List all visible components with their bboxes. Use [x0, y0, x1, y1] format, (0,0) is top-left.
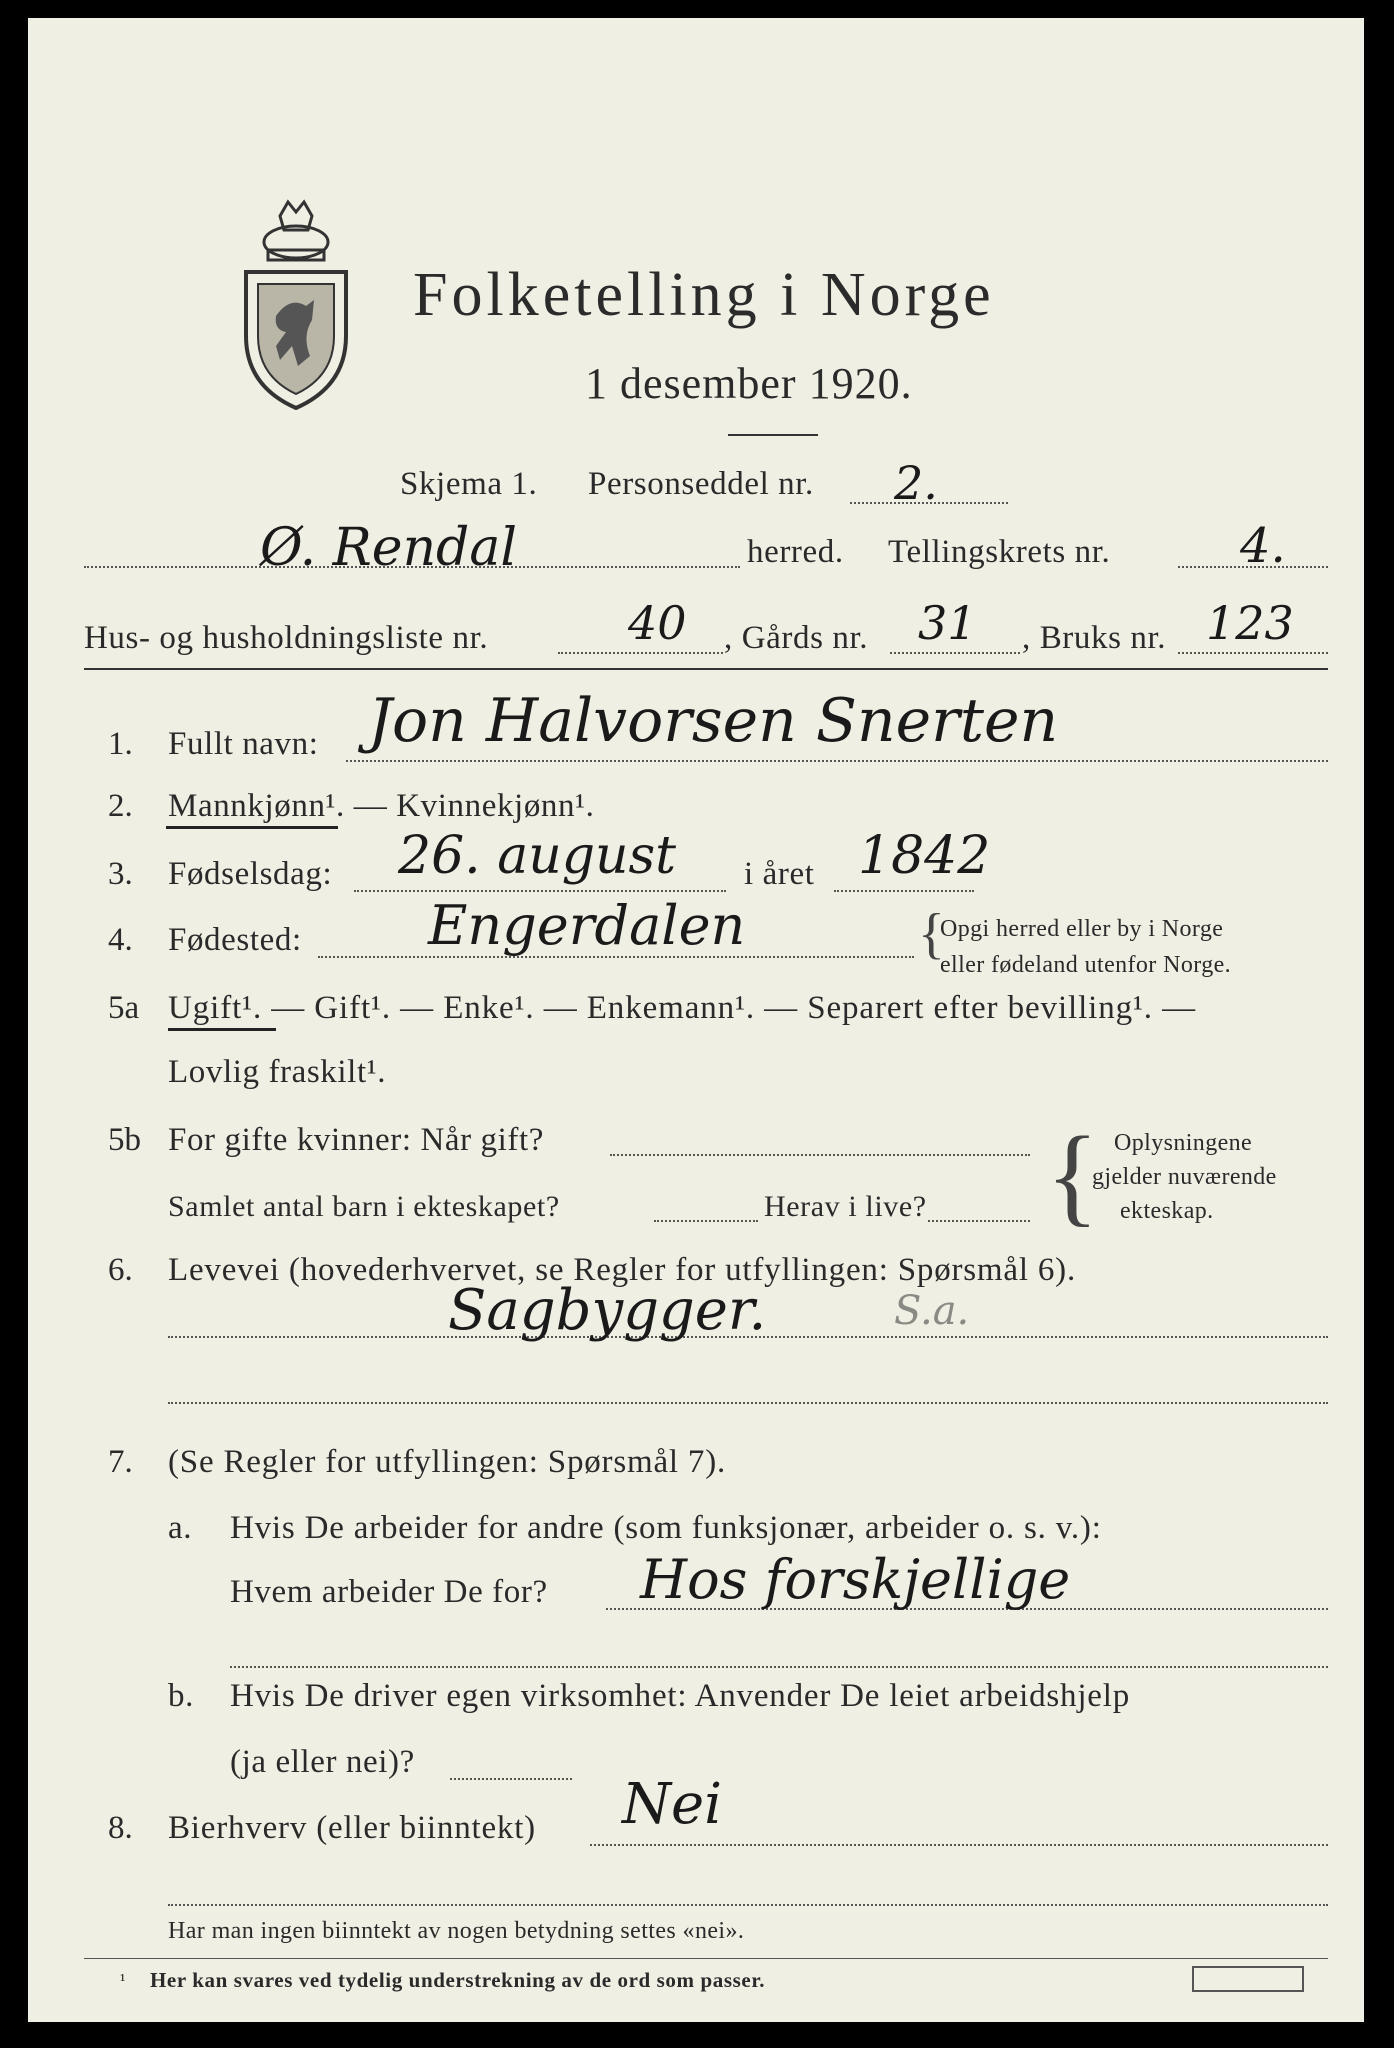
q5a-underline-mark [168, 1028, 276, 1031]
q6-line-2 [168, 1402, 1328, 1404]
q5b-label-3: Herav i live? [764, 1190, 927, 1223]
q3-label: Fødselsdag: [168, 856, 333, 892]
personseddel-label: Personseddel nr. [588, 466, 814, 502]
q3-year: 1842 [858, 826, 991, 886]
section-divider [84, 668, 1328, 670]
q1-answer: Jon Halvorsen Snerten [368, 686, 1059, 756]
personseddel-number: 2. [894, 456, 938, 510]
q1-label: Fullt navn: [168, 726, 319, 762]
q7-label: (Se Regler for utfyllingen: Spørsmål 7). [168, 1444, 727, 1480]
q5b-label-2: Samlet antal barn i ekteskapet? [168, 1190, 560, 1223]
q5b-number: 5b [108, 1122, 141, 1158]
census-form [28, 18, 1364, 2022]
tellingskrets-label: Tellingskrets nr. [888, 534, 1111, 570]
tellingskrets-number: 4. [1240, 518, 1286, 574]
husholdningsliste-label: Hus- og husholdningsliste nr. [84, 620, 489, 656]
q2-number: 2. [108, 788, 133, 824]
q7b-text: Hvis De driver egen virksomhet: Anvender De leiet arbeidshjelp [230, 1678, 1131, 1714]
q5b-alive-line [928, 1220, 1030, 1222]
q7a-line-2 [230, 1666, 1328, 1668]
q7b-line [450, 1778, 572, 1780]
bruks-line [1178, 652, 1328, 654]
husholdningsliste-number: 40 [628, 596, 687, 650]
q8-answer: Nei [622, 1772, 723, 1837]
q3-year-line [834, 890, 974, 892]
q5a-label: Ugift¹. — Gift¹. — Enke¹. — Enkemann¹. — Separert efter bevilling¹. — [168, 990, 1197, 1026]
q5a-label-2: Lovlig fraskilt¹. [168, 1054, 387, 1090]
q7b-question: (ja eller nei)? [230, 1744, 415, 1780]
gards-number: 31 [918, 596, 977, 650]
q2-underline-mark [166, 826, 338, 829]
q3-number: 3. [108, 856, 133, 892]
q5b-married-line [610, 1154, 1030, 1156]
bruks-number: 123 [1206, 596, 1294, 650]
form-title: Folketelling i Norge [413, 261, 995, 329]
herred-label: herred. [747, 534, 844, 570]
q8-line-2 [168, 1904, 1328, 1906]
q2-label: Mannkjønn¹. — Kvinnekjønn¹. [168, 788, 595, 824]
coat-of-arms-icon [240, 196, 352, 416]
husholdningsliste-line [558, 652, 723, 654]
q4-answer: Engerdalen [428, 894, 746, 957]
q1-number: 1. [108, 726, 133, 762]
footer-note: Har man ingen biinntekt av nogen betydning settes «nei». [168, 1918, 745, 1944]
title-divider [728, 434, 818, 436]
q7a-text: Hvis De arbeider for andre (som funksjonær, arbeider o. s. v.): [230, 1510, 1102, 1546]
q6-number: 6. [108, 1252, 133, 1288]
printer-stamp [1192, 1966, 1304, 1992]
q4-label: Fødested: [168, 922, 302, 958]
q7a-letter: a. [168, 1510, 193, 1546]
q6-answer: Sagbygger. [448, 1278, 767, 1343]
q3-line [354, 890, 726, 892]
q5b-label: For gifte kvinner: Når gift? [168, 1122, 545, 1158]
footnote-mark: ¹ [120, 1970, 126, 1990]
footer-divider [84, 1958, 1328, 1959]
q3-year-label: i året [744, 856, 815, 892]
q5b-brace: { [1046, 1114, 1099, 1236]
census-date: 1 desember 1920. [585, 359, 913, 408]
q5b-children-line [654, 1220, 758, 1222]
q4-note-1: Opgi herred eller by i Norge [940, 916, 1224, 942]
q8-label: Bierhverv (eller biinntekt) [168, 1810, 536, 1846]
q7b-letter: b. [168, 1678, 194, 1714]
q6-mark: S.a. [894, 1288, 970, 1334]
q5b-note-3: ekteskap. [1120, 1198, 1214, 1224]
bruks-label: , Bruks nr. [1022, 620, 1167, 656]
gards-line [890, 652, 1020, 654]
q7a-question: Hvem arbeider De for? [230, 1574, 548, 1610]
q1-line [346, 760, 1328, 762]
q6-label: Levevei (hovederhvervet, se Regler for utfyllingen: Spørsmål 6). [168, 1252, 1077, 1288]
q7-number: 7. [108, 1444, 133, 1480]
herred-value: Ø. Rendal [260, 518, 517, 578]
q3-answer: 26. august [398, 826, 677, 886]
footnote-text: Her kan svares ved tydelig understrekning av de ord som passer. [150, 1968, 766, 1992]
q8-number: 8. [108, 1810, 133, 1846]
q5b-note-2: gjelder nuværende [1092, 1164, 1277, 1190]
skjema-label: Skjema 1. [400, 466, 538, 502]
gards-label: , Gårds nr. [724, 620, 869, 656]
q4-number: 4. [108, 922, 133, 958]
q5a-number: 5a [108, 990, 140, 1026]
q7a-answer: Hos forskjellige [640, 1548, 1071, 1611]
q5b-note-1: Oplysningene [1114, 1130, 1253, 1156]
q4-note-2: eller fødeland utenfor Norge. [940, 952, 1232, 978]
q8-line-1 [590, 1844, 1328, 1846]
q4-brace: { [918, 903, 945, 965]
